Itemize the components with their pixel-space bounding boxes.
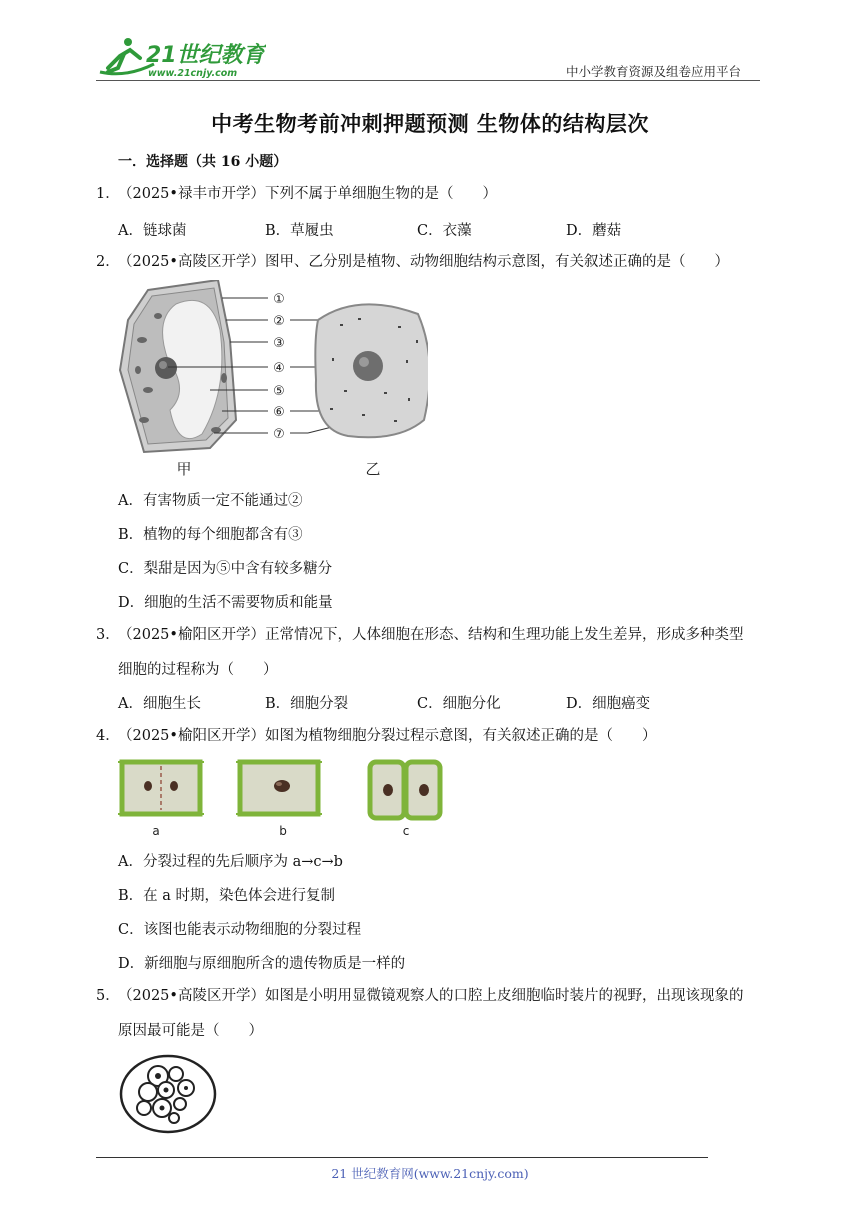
- q4-option-d[interactable]: D．新细胞与原细胞所含的遗传物质是一样的: [118, 956, 406, 972]
- footer-divider: [96, 1157, 708, 1158]
- figure-label: ⑦: [273, 427, 285, 442]
- cell-division-figure: [118, 756, 448, 838]
- q1-option-a[interactable]: A．链球菌: [118, 223, 187, 239]
- logo-url: www.21cnjy.com: [148, 68, 238, 79]
- q1-option-d[interactable]: D．蘑菇: [566, 223, 622, 239]
- figure-label: ⑤: [273, 384, 285, 399]
- figure-label: ④: [273, 361, 285, 376]
- question-1: [96, 184, 497, 204]
- figure-caption-a: a: [152, 824, 160, 838]
- figure-caption-yi: 乙: [365, 460, 381, 478]
- section-heading: 一．选择题（共 16 小题）: [118, 154, 288, 170]
- figure-caption-c: c: [402, 824, 410, 838]
- q1-option-c[interactable]: C．衣藻: [417, 223, 472, 239]
- question-number: 2．: [96, 254, 120, 270]
- q2-option-b[interactable]: B．植物的每个细胞都含有③: [118, 527, 303, 543]
- microscope-view-figure: [118, 1052, 218, 1136]
- question-number: 4．: [96, 728, 120, 744]
- logo-text: 21世纪教育: [146, 43, 265, 68]
- q4-option-b[interactable]: B．在 a 时期，染色体会进行复制: [118, 888, 336, 904]
- figure-label: ②: [273, 314, 285, 329]
- question-2: [96, 252, 729, 272]
- question-number: 3．: [96, 627, 120, 643]
- footer-text[interactable]: 21 世纪教育网(www.21cnjy.com): [331, 1166, 529, 1181]
- q3-option-d[interactable]: D．细胞癌变: [566, 696, 651, 712]
- figure-label: ⑥: [273, 405, 285, 420]
- animal-cell-diagram: [315, 304, 428, 437]
- header-platform-text: 中小学教育资源及组卷应用平台: [566, 64, 742, 79]
- question-4: [96, 726, 656, 746]
- q2-option-a[interactable]: A．有害物质一定不能通过②: [118, 493, 303, 509]
- question-number: 5．: [96, 988, 120, 1004]
- figure-label: ①: [273, 292, 285, 307]
- question-text: （2025•禄丰市开学）下列不属于单细胞生物的是（ ）: [118, 186, 497, 202]
- site-logo: [96, 34, 266, 82]
- question-text: （2025•高陵区开学）图甲、乙分别是植物、动物细胞结构示意图，有关叙述正确的是（ ）: [118, 254, 729, 270]
- q2-option-c[interactable]: C．梨甜是因为⑤中含有较多糖分: [118, 561, 333, 577]
- division-stage-a: [118, 762, 204, 814]
- division-stage-c: [370, 762, 440, 818]
- question-text: （2025•榆阳区开学）如图为植物细胞分裂过程示意图，有关叙述正确的是（ ）: [118, 728, 657, 744]
- question-5: [96, 986, 743, 1006]
- q3-option-c[interactable]: C．细胞分化: [417, 696, 501, 712]
- q3-option-a[interactable]: A．细胞生长: [118, 696, 201, 712]
- q2-option-d[interactable]: D．细胞的生活不需要物质和能量: [118, 595, 333, 611]
- question-5-continued: 原因最可能是（ ）: [118, 1023, 263, 1039]
- q3-option-b[interactable]: B．细胞分裂: [265, 696, 349, 712]
- q4-option-c[interactable]: C．该图也能表示动物细胞的分裂过程: [118, 922, 362, 938]
- question-number: 1．: [96, 186, 120, 202]
- question-3-continued: 细胞的过程称为（ ）: [118, 662, 278, 678]
- division-stage-b: [236, 762, 322, 814]
- cell-structure-figure: [118, 280, 428, 480]
- question-text: （2025•高陵区开学）如图是小明用显微镜观察人的口腔上皮细胞临时装片的视野，出现该现象的: [118, 988, 744, 1004]
- plant-cell-diagram: [120, 280, 236, 452]
- header-divider: [96, 80, 760, 81]
- question-text: （2025•榆阳区开学）正常情况下，人体细胞在形态、结构和生理功能上发生差异，形成多种类型: [118, 627, 744, 643]
- figure-caption-jia: 甲: [176, 460, 192, 478]
- question-3: [96, 625, 743, 645]
- q4-option-a[interactable]: A．分裂过程的先后顺序为 a→c→b: [118, 854, 343, 870]
- figure-caption-b: b: [279, 824, 287, 838]
- page-title: 中考生物考前冲刺押题预测 生物体的结构层次: [211, 111, 649, 136]
- figure-label: ③: [273, 336, 285, 351]
- q1-option-b[interactable]: B．草履虫: [265, 223, 334, 239]
